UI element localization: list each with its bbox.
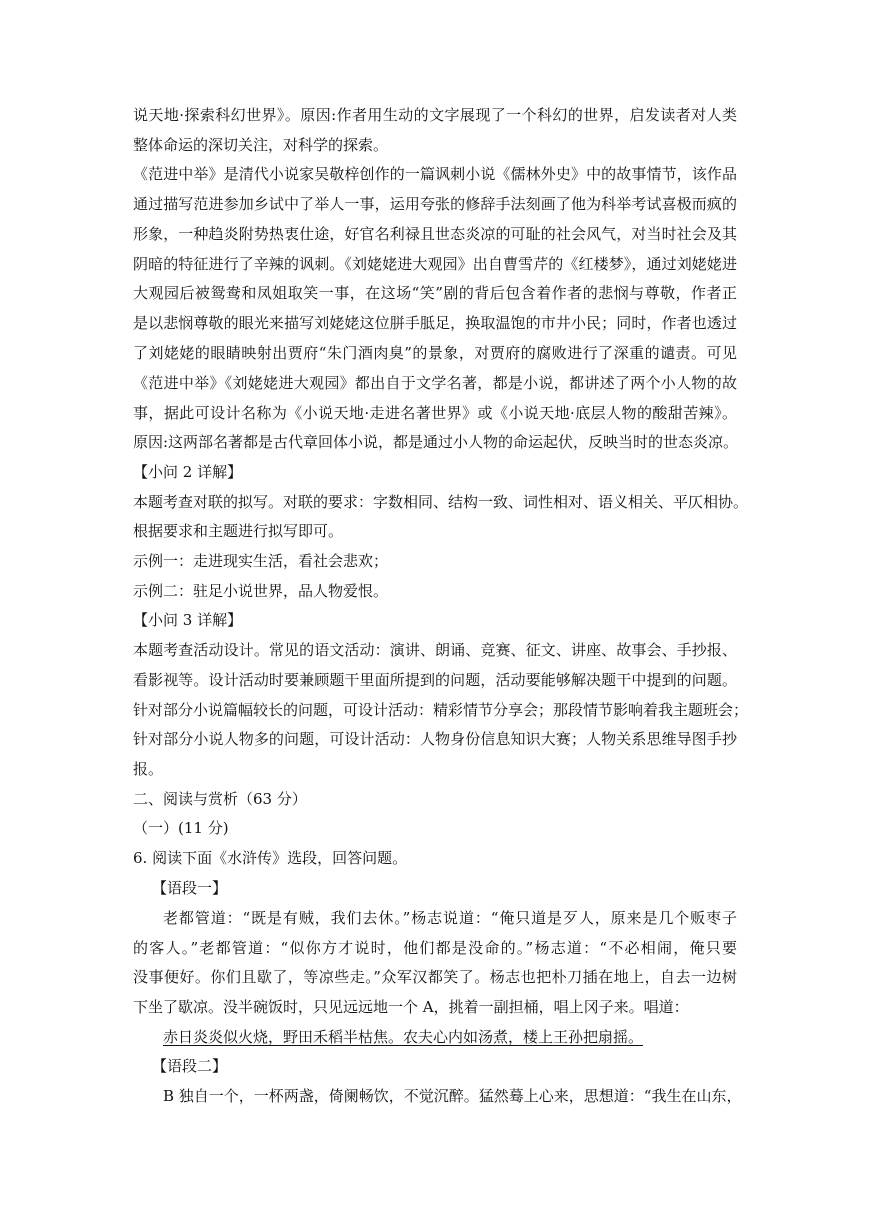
text-line: 阴暗的特征进行了辛辣的讽刺。《刘姥姥进大观园》出自曹雪芹的《红楼梦》，通过刘姥姥进	[133, 255, 737, 273]
text-line: （一）(11 分)	[133, 819, 229, 837]
text-line: 是以悲悯尊敬的眼光来描写刘姥姥这位胼手胝足，换取温饱的市井小民；同时，作者也透过	[133, 314, 737, 332]
question-line: 6. 阅读下面《水浒传》选段，回答问题。	[133, 849, 408, 867]
text-line: 报。	[133, 760, 164, 778]
text-line: B 独自一个，一杯两盏，倚阑畅饮，不觉沉醉。猛然蓦上心来，思想道：“我生在山东，	[163, 1087, 742, 1105]
text-line: 本题考查对联的拟写。对联的要求：字数相同、结构一致、词性相对、语义相关、平仄相协。	[133, 493, 749, 511]
text-line: 《范进中举》是清代小说家吴敬梓创作的一篇讽刺小说《儒林外史》中的故事情节，该作品	[133, 165, 737, 183]
text-line: 示例一：走进现实生活，看社会悲欢；	[133, 552, 389, 570]
underlined-poem	[163, 1027, 737, 1047]
text-line: 事，据此可设计名称为《小说天地·走进名著世界》或《小说天地·底层人物的酸甜苦辣》。	[133, 404, 737, 422]
section-heading: 【小问 3 详解】	[133, 611, 243, 629]
excerpt-heading: 【语段二】	[152, 1057, 228, 1075]
section-heading: 二、阅读与赏析（63 分）	[133, 790, 307, 808]
excerpt-heading: 【语段一】	[152, 879, 228, 897]
text-line: 的客人。”老都管道：“似你方才说时，他们都是没命的。”杨志道：“不必相闹，俺只要	[133, 939, 737, 957]
text-line: 了刘姥姥的眼睛映射出贾府“朱门酒肉臭”的景象，对贾府的腐败进行了深重的谴责。可见	[133, 344, 737, 362]
text-line: 老都管道：“既是有贼，我们去休。”杨志说道：“俺只道是歹人，原来是几个贩枣子	[163, 909, 737, 927]
text-line: 针对部分小说篇幅较长的问题，可设计活动：精彩情节分享会；那段情节影响着我主题班会；	[133, 701, 749, 719]
text-line: 本题考查活动设计。常见的语文活动：演讲、朗诵、竞赛、征文、讲座、故事会、手抄报、	[133, 641, 737, 659]
text-line: 下坐了歇凉。没半碗饭时，只见远远地一个 A，挑着一副担桶，唱上冈子来。唱道：	[133, 998, 689, 1016]
text-line: 原因:这两部名著都是古代章回体小说，都是通过小人物的命运起伏，反映当时的世态炎凉。	[133, 433, 739, 451]
text-line: 针对部分小说人物多的问题，可设计活动：人物身份信息知识大赛；人物关系思维导图手抄	[133, 730, 737, 748]
text-line: 没事便好。你们且歇了，等凉些走。”众军汉都笑了。杨志也把朴刀插在地上，自去一边树	[133, 968, 737, 986]
section-heading: 【小问 2 详解】	[133, 463, 243, 481]
text-line: 形象，一种趋炎附势热衷仕途，好官名利禄且世态炎凉的可耻的社会风气，对当时社会及其	[133, 225, 737, 243]
text-line: 通过描写范进参加乡试中了举人一事，运用夸张的修辞手法刻画了他为科举考试喜极而疯的	[133, 195, 737, 213]
text-line: 大观园后被鸳鸯和凤姐取笑一事，在这场“笑”剧的背后包含着作者的悲悯与尊敬，作者正	[133, 284, 737, 302]
text-line: 说天地·探索科幻世界》。原因:作者用生动的文字展现了一个科幻的世界，启发读者对人类	[133, 106, 737, 124]
text-line: 根据要求和主题进行拟写即可。	[133, 522, 344, 540]
poem-text: 赤日炎炎似火烧，野田禾稻半枯焦。农夫心内如汤煮，楼上王孙把扇摇。	[163, 1028, 644, 1046]
text-line: 看影视等。设计活动时要兼顾题干里面所提到的问题，活动要能够解决题干中提到的问题。	[133, 671, 737, 689]
text-line: 《范进中举》《刘姥姥进大观园》都出自于文学名著，都是小说，都讲述了两个小人物的故	[133, 374, 737, 392]
text-line: 整体命运的深切关注，对科学的探索。	[133, 136, 389, 154]
text-line: 示例二：驻足小说世界，品人物爱恨。	[133, 582, 389, 600]
